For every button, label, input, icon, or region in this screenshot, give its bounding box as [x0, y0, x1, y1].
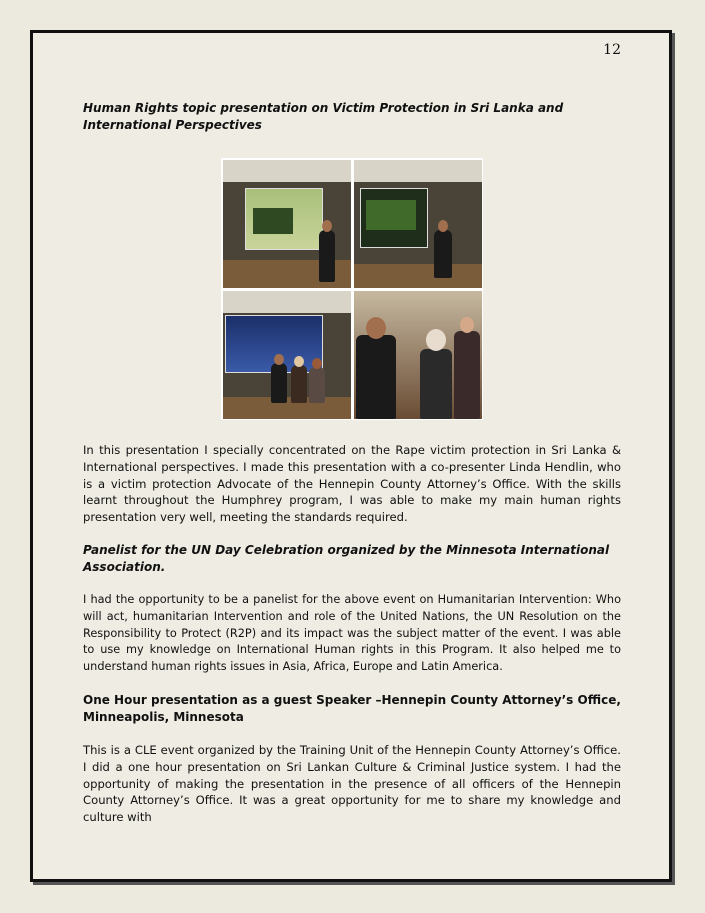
page-number: 12	[603, 42, 621, 58]
photo-thank-you-slide	[223, 291, 351, 419]
photo-world-map-slide	[354, 160, 482, 288]
photo-presenter-slide	[223, 160, 351, 288]
presentation-photo-collage	[221, 158, 483, 420]
section-heading-guest-speaker: One Hour presentation as a guest Speaker –Hennepin County Attorney’s Office, Minneapolis, Minnesota	[83, 692, 621, 724]
section-body-victim-protection: In this presentation I specially concentrated on the Rape victim protection in Sri Lanka & International perspectives. I made this presentation with a co-presenter Linda Hendlin, who is a victim protection Advocate of the Hennepin County Attorney’s Office. With the skills learnt throughout the Humphrey program, I was able to make my main human rights presentation very well, meeting the standards required.	[83, 443, 621, 525]
photo-handshake	[354, 291, 482, 419]
document-content	[83, 100, 621, 826]
section-heading-victim-protection: Human Rights topic presentation on Victim Protection in Sri Lanka and International Perspectives	[83, 101, 564, 132]
section-body-guest-speaker: This is a CLE event organized by the Training Unit of the Hennepin County Attorney’s Office. I did a one hour presentation on Sri Lankan Culture & Criminal Justice system. I had the opportunity of making the presentation in the presence of all officers of the Hennepin County Attorney’s Office. It was a great opportunity for me to share my knowledge and culture with	[83, 742, 621, 825]
section-body-un-day: I had the opportunity to be a panelist for the above event on Humanitarian Intervention: Who will act, humanitarian Intervention and role of the United Nations, the UN Resolution on the Responsibility to Protect (R2P) and its impact was the subject matter of the event. I was able to use my knowledge on International Human rights in this Program. It also helped me to understand human rights issues in Asia, Africa, Europe and Latin America.	[83, 592, 621, 674]
section-heading-un-day: Panelist for the UN Day Celebration organized by the Minnesota International Association.	[83, 542, 610, 574]
